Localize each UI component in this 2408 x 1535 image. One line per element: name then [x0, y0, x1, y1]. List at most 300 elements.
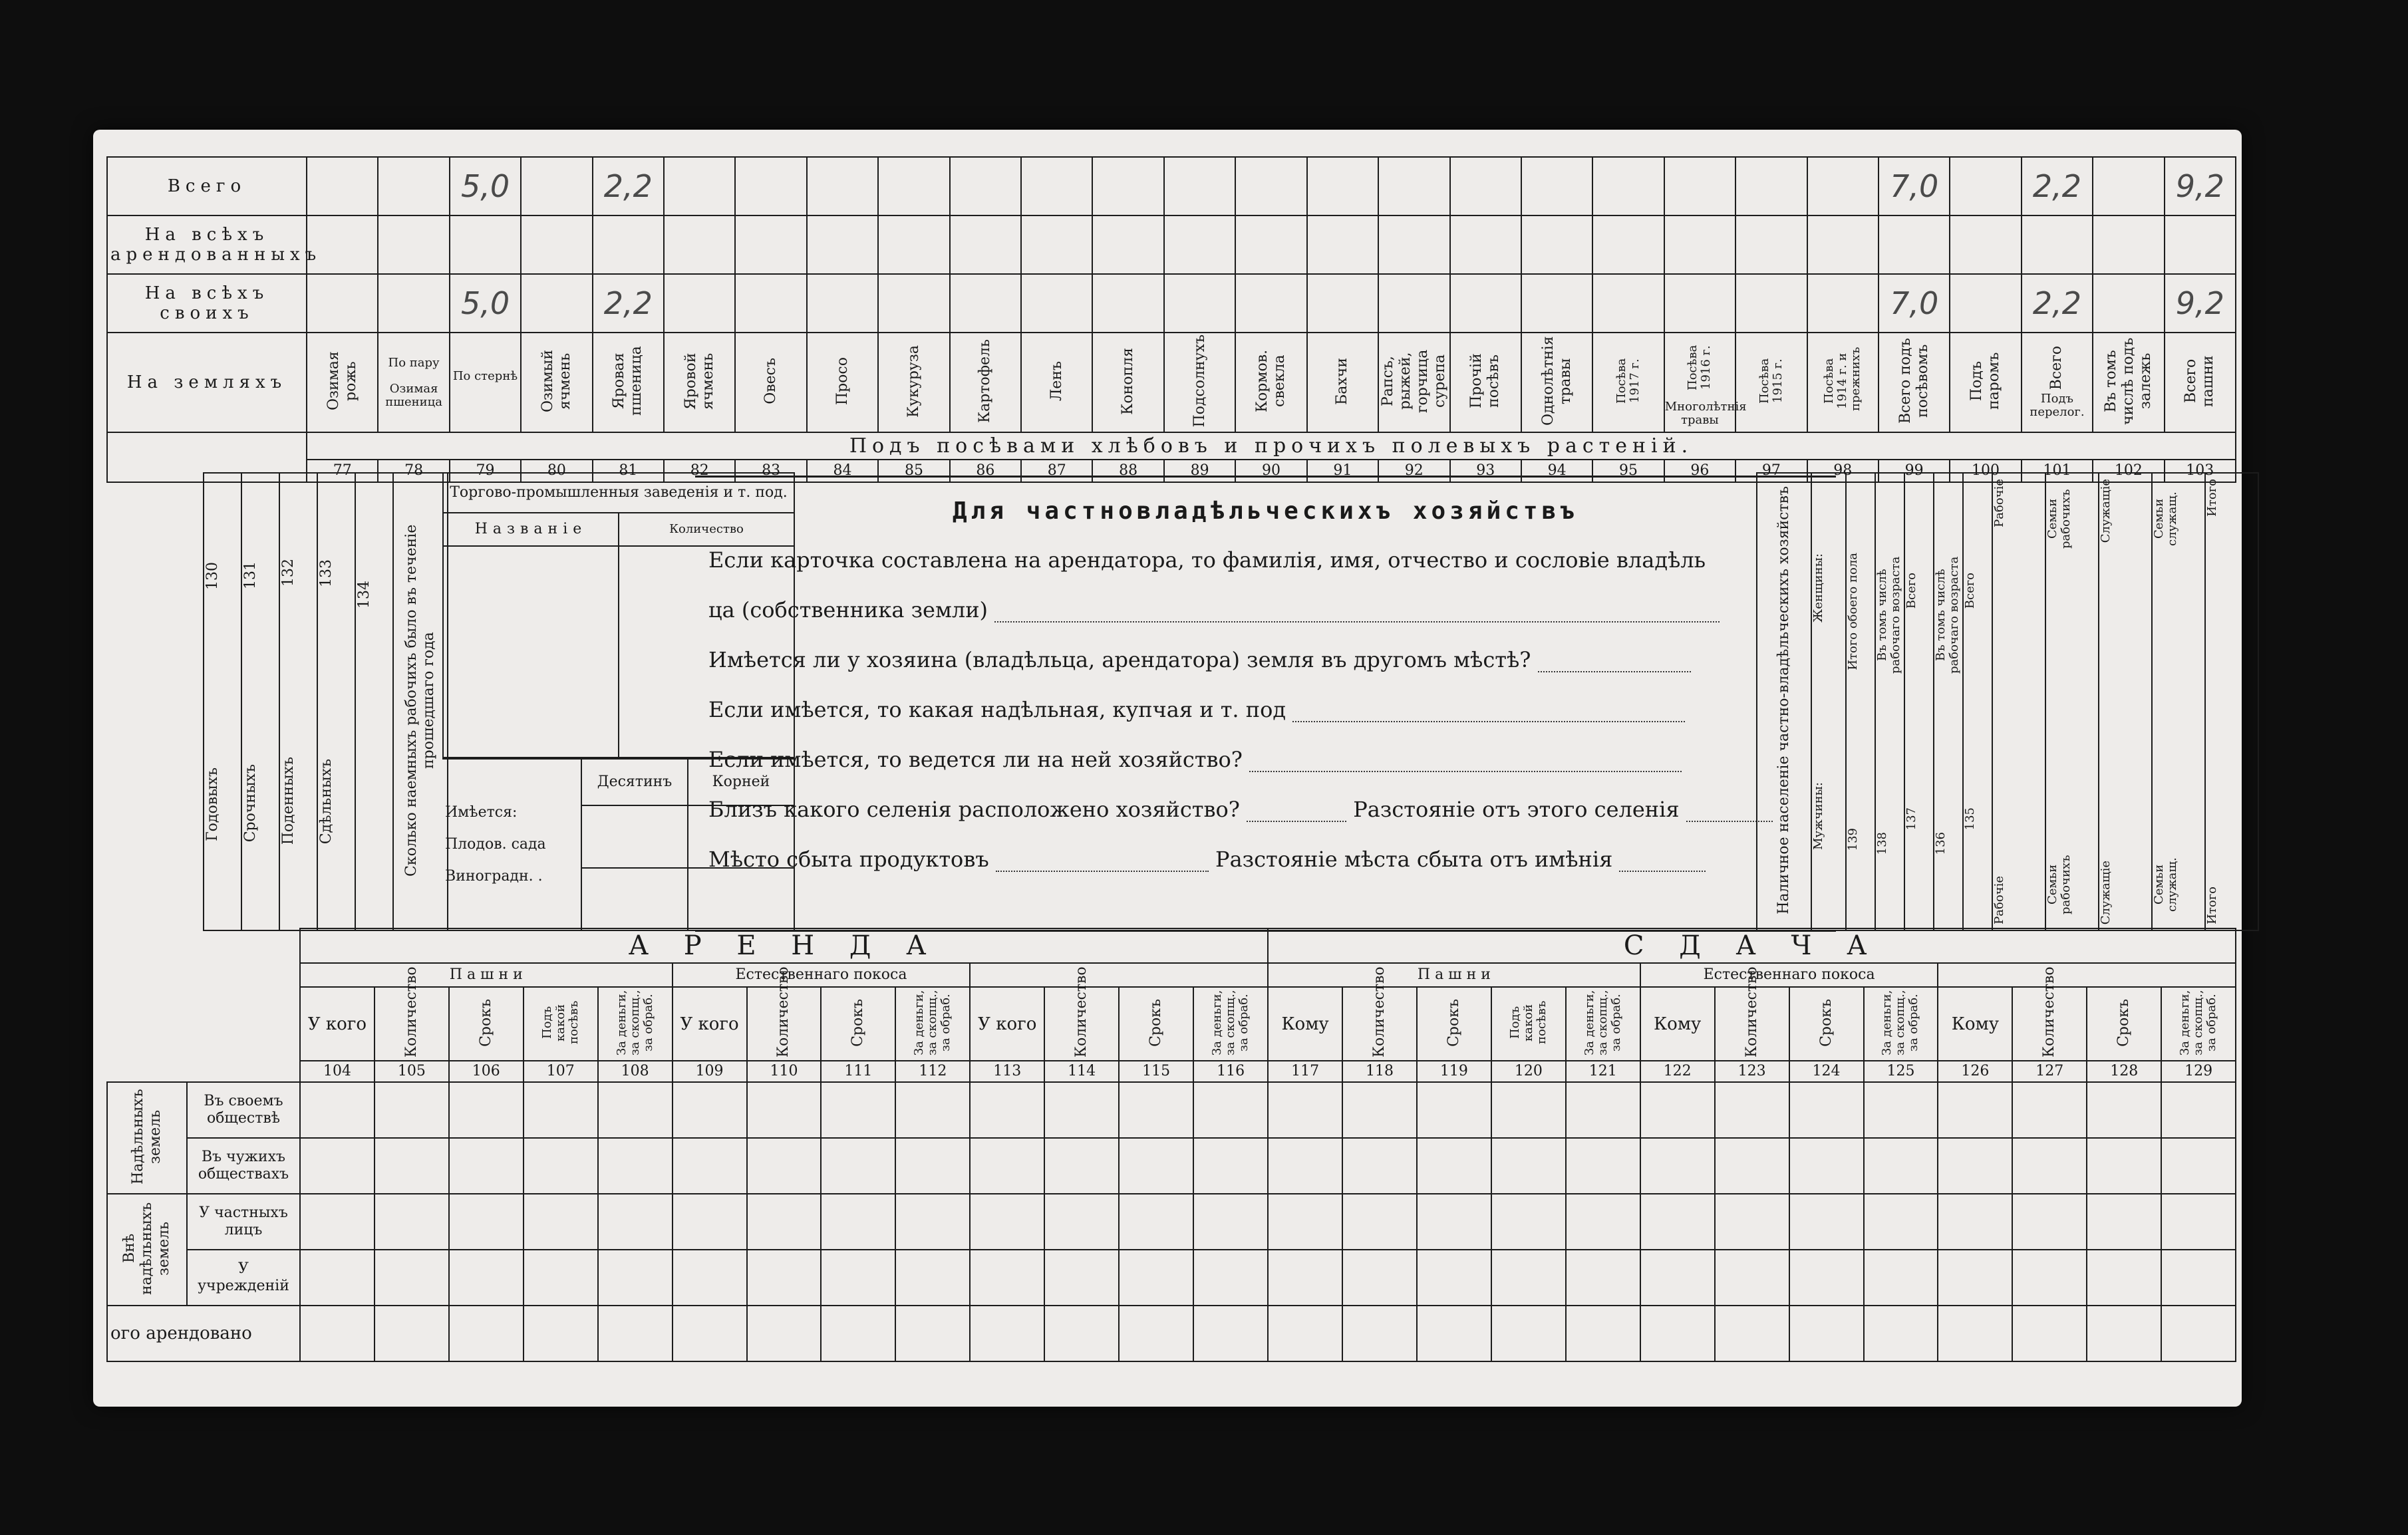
crop-cell: [1021, 215, 1092, 274]
lease-cell: [1268, 1250, 1342, 1306]
column-number: 100: [1950, 460, 2021, 482]
lease-column-header: [821, 987, 895, 1061]
lease-cell: [300, 1306, 375, 1361]
lease-cell: [895, 1194, 970, 1250]
column-label: Яровая пшеница: [611, 346, 645, 416]
handwritten-value: 7,0: [1890, 285, 1939, 321]
lease-cell: [1864, 1306, 1938, 1361]
lease-column-label: За деньги, за скопщ., за обраб.: [1582, 990, 1623, 1055]
lease-cell: [2087, 1250, 2161, 1306]
question-1b: ца (собственника земли): [708, 597, 988, 623]
lease-cell: [1640, 1306, 1715, 1361]
sdacha-header: С Д А Ч А: [1268, 928, 2236, 963]
column-label: Ленъ: [1048, 360, 1065, 402]
lease-cell: [375, 1138, 449, 1194]
lease-cell: [747, 1306, 822, 1361]
column-label: Подсолнухъ: [1191, 335, 1208, 428]
lease-cell: [747, 1194, 822, 1250]
column-label: Картофель: [977, 339, 994, 423]
population-column: [1846, 473, 1875, 930]
group-header: П а ш н и: [1268, 963, 1640, 987]
lease-column-header: [524, 987, 598, 1061]
column-number: 86: [950, 460, 1021, 482]
crop-cell: [521, 215, 592, 274]
column-number: 77: [307, 460, 378, 482]
lease-cell: [970, 1306, 1044, 1361]
column-label: Прочій посѣвъ: [1468, 353, 1503, 409]
sex-groups: [1811, 473, 1846, 930]
trade-name-header: Названіе: [443, 513, 619, 546]
lease-group-label: Надѣльныхъ земель: [130, 1089, 164, 1185]
crop-cell: [1807, 157, 1879, 215]
lease-column-label: Количество: [775, 966, 792, 1057]
crop-cell: [1307, 215, 1378, 274]
column-header: [521, 333, 592, 432]
lease-cell: [2161, 1082, 2236, 1138]
lease-column-label: У кого: [680, 1014, 739, 1034]
crop-cell: [1521, 157, 1592, 215]
lease-row-label: У частныхъ лицъ: [187, 1194, 300, 1250]
hired-label: Срочныхъ: [242, 764, 259, 843]
lease-column-label: За деньги, за скопщ., за обраб.: [1880, 990, 1921, 1055]
crop-cell: [1592, 157, 1664, 215]
lease-column-number: 116: [1193, 1061, 1268, 1082]
lease-cell: [300, 1250, 375, 1306]
lease-column-number: 109: [673, 1061, 747, 1082]
lease-column-header: [300, 987, 375, 1061]
lease-cell: [1417, 1082, 1491, 1138]
lease-cell: [1715, 1250, 1789, 1306]
private-farm-section: [695, 476, 1836, 932]
column-header: [378, 333, 449, 432]
lease-cell: [1640, 1250, 1715, 1306]
column-header: [1164, 333, 1235, 432]
crop-cell: [1950, 274, 2021, 333]
column-header: [1378, 333, 1449, 432]
population-column: [1904, 473, 1934, 930]
lease-column-label: Срокъ: [849, 998, 867, 1047]
lease-cell: [1044, 1138, 1119, 1194]
lease-column-number: 113: [970, 1061, 1044, 1082]
lease-cell: [300, 1194, 375, 1250]
lease-cell: [598, 1194, 673, 1250]
crop-cell: [664, 157, 735, 215]
lease-column-label: Срокъ: [1445, 998, 1462, 1047]
column-number: 99: [1879, 460, 1950, 482]
crop-cell: [2093, 274, 2164, 333]
question-6b: Разстояніе мѣста сбыта отъ имѣнія: [1215, 847, 1613, 872]
lease-column-number: 119: [1417, 1061, 1491, 1082]
crop-cell: [950, 215, 1021, 274]
lease-column-label: За деньги, за скопщ., за обраб.: [2178, 990, 2219, 1055]
crop-cell: [1164, 215, 1235, 274]
crop-cell: [807, 215, 878, 274]
column-label: Посѣва 1916 г.: [1686, 345, 1714, 391]
lease-cell: [1715, 1138, 1789, 1194]
section-title: Для частновладѣльческихъ хозяйствъ: [953, 497, 1579, 525]
handwritten-value: 2,2: [603, 285, 653, 321]
lease-cell: [895, 1082, 970, 1138]
lease-cell: [1119, 1138, 1193, 1194]
column-number: 92: [1378, 460, 1449, 482]
lease-column-header: [970, 987, 1044, 1061]
lease-column-number: 124: [1789, 1061, 1864, 1082]
lease-column-label: Количество: [1743, 966, 1760, 1057]
lease-column-label: Кому: [1281, 1014, 1329, 1034]
lease-column-header: [673, 987, 747, 1061]
column-number: 91: [1307, 460, 1378, 482]
lease-column-header: [1640, 987, 1715, 1061]
population-table: [1756, 472, 2259, 931]
lease-cell: [1193, 1138, 1268, 1194]
crop-cell: [307, 157, 378, 215]
lease-column-number: 111: [821, 1061, 895, 1082]
lease-column-label: Количество: [402, 966, 420, 1057]
lease-cell: [1417, 1306, 1491, 1361]
column-number: 96: [1664, 460, 1735, 482]
crop-cell: [378, 157, 449, 215]
lease-cell: [673, 1194, 747, 1250]
lease-cell: [1268, 1194, 1342, 1250]
question-2: Имѣется ли у хозяина (владѣльца, арендатора) земля въ другомъ мѣстѣ?: [708, 647, 1531, 672]
lease-cell: [2161, 1194, 2236, 1250]
population-vertical: [1757, 473, 1811, 930]
group-header: Естественнаго покоса: [673, 963, 971, 987]
hired-label: Сдѣльныхъ: [318, 758, 335, 845]
crop-cell: [1378, 274, 1449, 333]
handwritten-value: 5,0: [460, 168, 510, 204]
column-label: Кукуруза: [905, 345, 922, 418]
lease-cell: [970, 1082, 1044, 1138]
population-number: 139: [1846, 827, 1860, 851]
lease-column-label: У кого: [978, 1014, 1037, 1034]
crop-cell: [450, 274, 521, 333]
column-label: Всего подъ посѣвомъ: [1896, 338, 1931, 424]
column-label: Бахчи: [1334, 357, 1351, 405]
crop-cell: [1592, 215, 1664, 274]
population-number: 136: [1934, 831, 1948, 855]
crop-cell: [450, 215, 521, 274]
lease-cell: [1119, 1306, 1193, 1361]
column-header: [1235, 333, 1306, 432]
lease-cell: [300, 1138, 375, 1194]
population-label: Въ томъ числѣ рабочаго возраста: [1875, 556, 1902, 674]
lease-column-label: Срокъ: [1147, 998, 1165, 1047]
lease-cell: [1342, 1082, 1417, 1138]
column-header: [1735, 333, 1807, 432]
lease-group: [107, 1194, 187, 1306]
lease-column-label: У кого: [307, 1014, 367, 1034]
hired-number: 132: [280, 558, 297, 587]
population-label: Всего: [1904, 573, 1918, 609]
column-number: 83: [735, 460, 806, 482]
column-header: [1307, 333, 1378, 432]
crop-cell: [1664, 274, 1735, 333]
lease-row-label: У учрежденій: [187, 1250, 300, 1306]
hired-label: Годовыхъ: [204, 767, 221, 841]
arenda-header: А Р Е Н Д А: [300, 928, 1268, 963]
lease-column-number: 125: [1864, 1061, 1938, 1082]
lease-cell: [1119, 1250, 1193, 1306]
column-label: Посѣва 1914 г. и прежнихъ: [1822, 347, 1863, 411]
lease-column-label: Кому: [1654, 1014, 1702, 1034]
lease-cell: [1417, 1138, 1491, 1194]
column-header: [878, 333, 949, 432]
population-column: [1934, 473, 1963, 930]
lease-column-header: [1193, 987, 1268, 1061]
column-header: [1807, 333, 1879, 432]
hired-label: Поденныхъ: [280, 756, 297, 845]
handwritten-value: 2,2: [2032, 168, 2082, 204]
lease-cell: [1715, 1082, 1789, 1138]
crop-cell: [378, 215, 449, 274]
worker-label: Итого: [2205, 479, 2219, 517]
column-label: Въ томъ числѣ подъ залежь: [2102, 337, 2154, 425]
lease-cell: [1566, 1250, 1640, 1306]
lease-group-label: Внѣ надѣльныхъ земель: [121, 1202, 172, 1295]
lease-cell: [449, 1250, 524, 1306]
worker-column: [2205, 473, 2258, 930]
garden-des-header: Десятинъ: [581, 759, 688, 805]
worker-label: Рабочіе: [1992, 876, 2006, 924]
lease-column-header: [747, 966, 822, 1061]
lease-column-label: Подъ какой посѣвъ: [539, 1000, 581, 1045]
crop-cell: [2165, 215, 2236, 274]
crop-cell: [2165, 274, 2236, 333]
lease-cell: [673, 1306, 747, 1361]
crop-cell: [593, 157, 664, 215]
lease-row-label: Въ чужихъ обществахъ: [187, 1138, 300, 1194]
lease-cell: [375, 1250, 449, 1306]
lease-cell: [2087, 1082, 2161, 1138]
column-label: По стернѣ: [452, 368, 518, 383]
column-header: [1950, 333, 2021, 432]
lease-column-label: Кому: [1951, 1014, 2000, 1034]
lease-cell: [524, 1250, 598, 1306]
lease-cell: [1044, 1250, 1119, 1306]
crop-cell: [593, 274, 664, 333]
column-header: [1592, 333, 1664, 432]
column-number: 95: [1592, 460, 1664, 482]
lease-cell: [1938, 1306, 2012, 1361]
population-number: 135: [1963, 807, 1977, 831]
lease-column-header: [1789, 987, 1864, 1061]
column-header: [1450, 333, 1521, 432]
column-label: Конопля: [1120, 347, 1137, 415]
column-label: Просо: [833, 356, 851, 406]
lease-cell: [1938, 1250, 2012, 1306]
column-number: 89: [1164, 460, 1235, 482]
worker-label: Служащіе: [2099, 860, 2113, 924]
lease-cell: [1566, 1138, 1640, 1194]
column-header: [1879, 333, 1950, 432]
worker-column: [1992, 473, 2045, 930]
row-label: На всѣхъ арендованныхъ: [107, 215, 307, 274]
lease-column-header: [1268, 987, 1342, 1061]
column-label: Однолѣтнія травы: [1539, 336, 1574, 426]
population-label: Всего: [1963, 573, 1977, 609]
lease-cell: [1491, 1306, 1566, 1361]
crop-cell: [1807, 215, 1879, 274]
crop-cell: [1092, 274, 1163, 333]
lease-cell: [1044, 1194, 1119, 1250]
crop-cell: [378, 274, 449, 333]
lease-cell: [1938, 1194, 2012, 1250]
lease-column-label: За деньги, за скопщ., за обраб.: [614, 990, 655, 1055]
crop-cell: [1021, 157, 1092, 215]
lease-column-header: [1864, 987, 1938, 1061]
column-header: [1092, 333, 1163, 432]
lease-cell: [895, 1138, 970, 1194]
crop-cell: [2165, 157, 2236, 215]
column-number: 97: [1735, 460, 1807, 482]
group-header: [970, 963, 1268, 987]
hired-number: 130: [204, 562, 221, 591]
lease-cell: [970, 1138, 1044, 1194]
lease-cell: [747, 1138, 822, 1194]
crop-cell: [878, 274, 949, 333]
group-header: Естественнаго покоса: [1640, 963, 1938, 987]
lease-cell: [1789, 1306, 1864, 1361]
crop-cell: [664, 274, 735, 333]
lease-cell: [1938, 1138, 2012, 1194]
crop-cell: [1592, 274, 1664, 333]
lease-row-label: Въ своемъ обществѣ: [187, 1082, 300, 1138]
column-header: [807, 333, 878, 432]
lease-cell: [1789, 1194, 1864, 1250]
lease-column-header: [1342, 966, 1417, 1061]
lease-cell: [1193, 1250, 1268, 1306]
crop-cell: [307, 274, 378, 333]
population-title: Наличное населеніе частно-владѣльческихъ хозяйствъ: [1775, 486, 1792, 914]
lease-cell: [1864, 1138, 1938, 1194]
lease-column-number: 114: [1044, 1061, 1119, 1082]
lease-cell: [2087, 1306, 2161, 1361]
crop-cell: [1950, 215, 2021, 274]
column-header: [1021, 333, 1092, 432]
column-number: 84: [807, 460, 878, 482]
column-label: Озимый ячмень: [539, 350, 573, 412]
lease-column-number: 107: [524, 1061, 598, 1082]
crop-cell: [950, 274, 1021, 333]
lease-column-header: [2012, 966, 2087, 1061]
crop-cell: [1092, 215, 1163, 274]
column-number: 81: [593, 460, 664, 482]
lease-cell: [1342, 1250, 1417, 1306]
worker-label: Семьи служащ.: [2152, 491, 2179, 546]
column-number: 103: [2165, 460, 2236, 482]
lease-cell: [673, 1138, 747, 1194]
lease-cell: [821, 1194, 895, 1250]
question-6a: Мѣсто сбыта продуктовъ: [708, 847, 989, 872]
crop-cell: [735, 274, 806, 333]
lease-column-label: Количество: [2041, 966, 2058, 1057]
lease-cell: [598, 1138, 673, 1194]
trade-title: Торгово-промышленныя заведенія и т. под.: [443, 473, 794, 513]
lease-cell: [1342, 1306, 1417, 1361]
lease-column-header: [2087, 987, 2161, 1061]
column-label: Яровой ячмень: [682, 352, 716, 410]
lease-cell: [1715, 1306, 1789, 1361]
lease-cell: [1342, 1138, 1417, 1194]
lease-column-header: [1417, 987, 1491, 1061]
column-number: 101: [2022, 460, 2093, 482]
worker-label: Итого: [2205, 887, 2219, 924]
crop-cell: [1735, 215, 1807, 274]
column-number: 94: [1521, 460, 1592, 482]
crop-cell: [1378, 157, 1449, 215]
lease-cell: [2161, 1250, 2236, 1306]
column-label: Рапсъ, рыжей, горчица сурепа: [1379, 349, 1448, 413]
column-label: Посѣва 1915 г.: [1757, 358, 1785, 404]
lease-column-label: За деньги, за скопщ., за обраб.: [1210, 990, 1251, 1055]
lease-cell: [1864, 1250, 1938, 1306]
column-number: 82: [664, 460, 735, 482]
crop-cell: [1450, 215, 1521, 274]
lease-column-label: Срокъ: [1817, 998, 1835, 1047]
population-label: Итого обоего пола: [1846, 552, 1860, 670]
lease-cell: [1789, 1250, 1864, 1306]
worker-label: Семьи рабочихъ: [2045, 489, 2073, 549]
lease-cell: [895, 1250, 970, 1306]
crop-cell: [664, 215, 735, 274]
lease-cell: [1491, 1138, 1566, 1194]
group-header: П а ш н и: [300, 963, 673, 987]
lease-cell: [2087, 1194, 2161, 1250]
column-header: [1521, 333, 1592, 432]
hired-title: Сколько наемныхъ рабочихъ было въ теченіе прошедшаго года: [403, 524, 437, 877]
handwritten-value: 9,2: [2175, 285, 2224, 321]
lease-column-number: 118: [1342, 1061, 1417, 1082]
lease-column-number: 112: [895, 1061, 970, 1082]
census-card: [93, 130, 2242, 1407]
question-5a: Близъ какого селенія расположено хозяйство?: [708, 797, 1240, 822]
column-header: [593, 333, 664, 432]
lease-cell: [2012, 1194, 2087, 1250]
column-number: 88: [1092, 460, 1163, 482]
question-1a: Если карточка составлена на арендатора, то фамилія, имя, отчество и сословіе владѣль: [708, 547, 1706, 573]
lease-cell: [2012, 1138, 2087, 1194]
worker-column: [2045, 473, 2099, 930]
lease-cell: [1491, 1250, 1566, 1306]
crop-cell: [2022, 274, 2093, 333]
garden-has: Имѣется:: [445, 804, 518, 821]
lease-cell: [1566, 1306, 1640, 1361]
hired-column: [279, 473, 317, 930]
column-header: [950, 333, 1021, 432]
lease-column-number: 105: [375, 1061, 449, 1082]
column-label: Подъ паромъ: [1968, 352, 2003, 410]
hired-column: [241, 473, 279, 930]
population-column: [1963, 473, 1992, 930]
lease-cell: [375, 1082, 449, 1138]
lease-column-number: 122: [1640, 1061, 1715, 1082]
lease-cell: [1789, 1138, 1864, 1194]
lease-cell: [1864, 1082, 1938, 1138]
row-label: Всего: [107, 157, 307, 215]
column-number: 85: [878, 460, 949, 482]
crop-cell: [807, 274, 878, 333]
column-header: [2093, 333, 2164, 432]
hired-column: [204, 473, 241, 930]
crop-cell: [807, 157, 878, 215]
lease-cell: [1119, 1082, 1193, 1138]
lease-cell: [449, 1138, 524, 1194]
lease-column-header: [1044, 966, 1119, 1061]
lease-cell: [1193, 1306, 1268, 1361]
hired-vertical: [393, 473, 448, 930]
column-header: [450, 333, 521, 432]
